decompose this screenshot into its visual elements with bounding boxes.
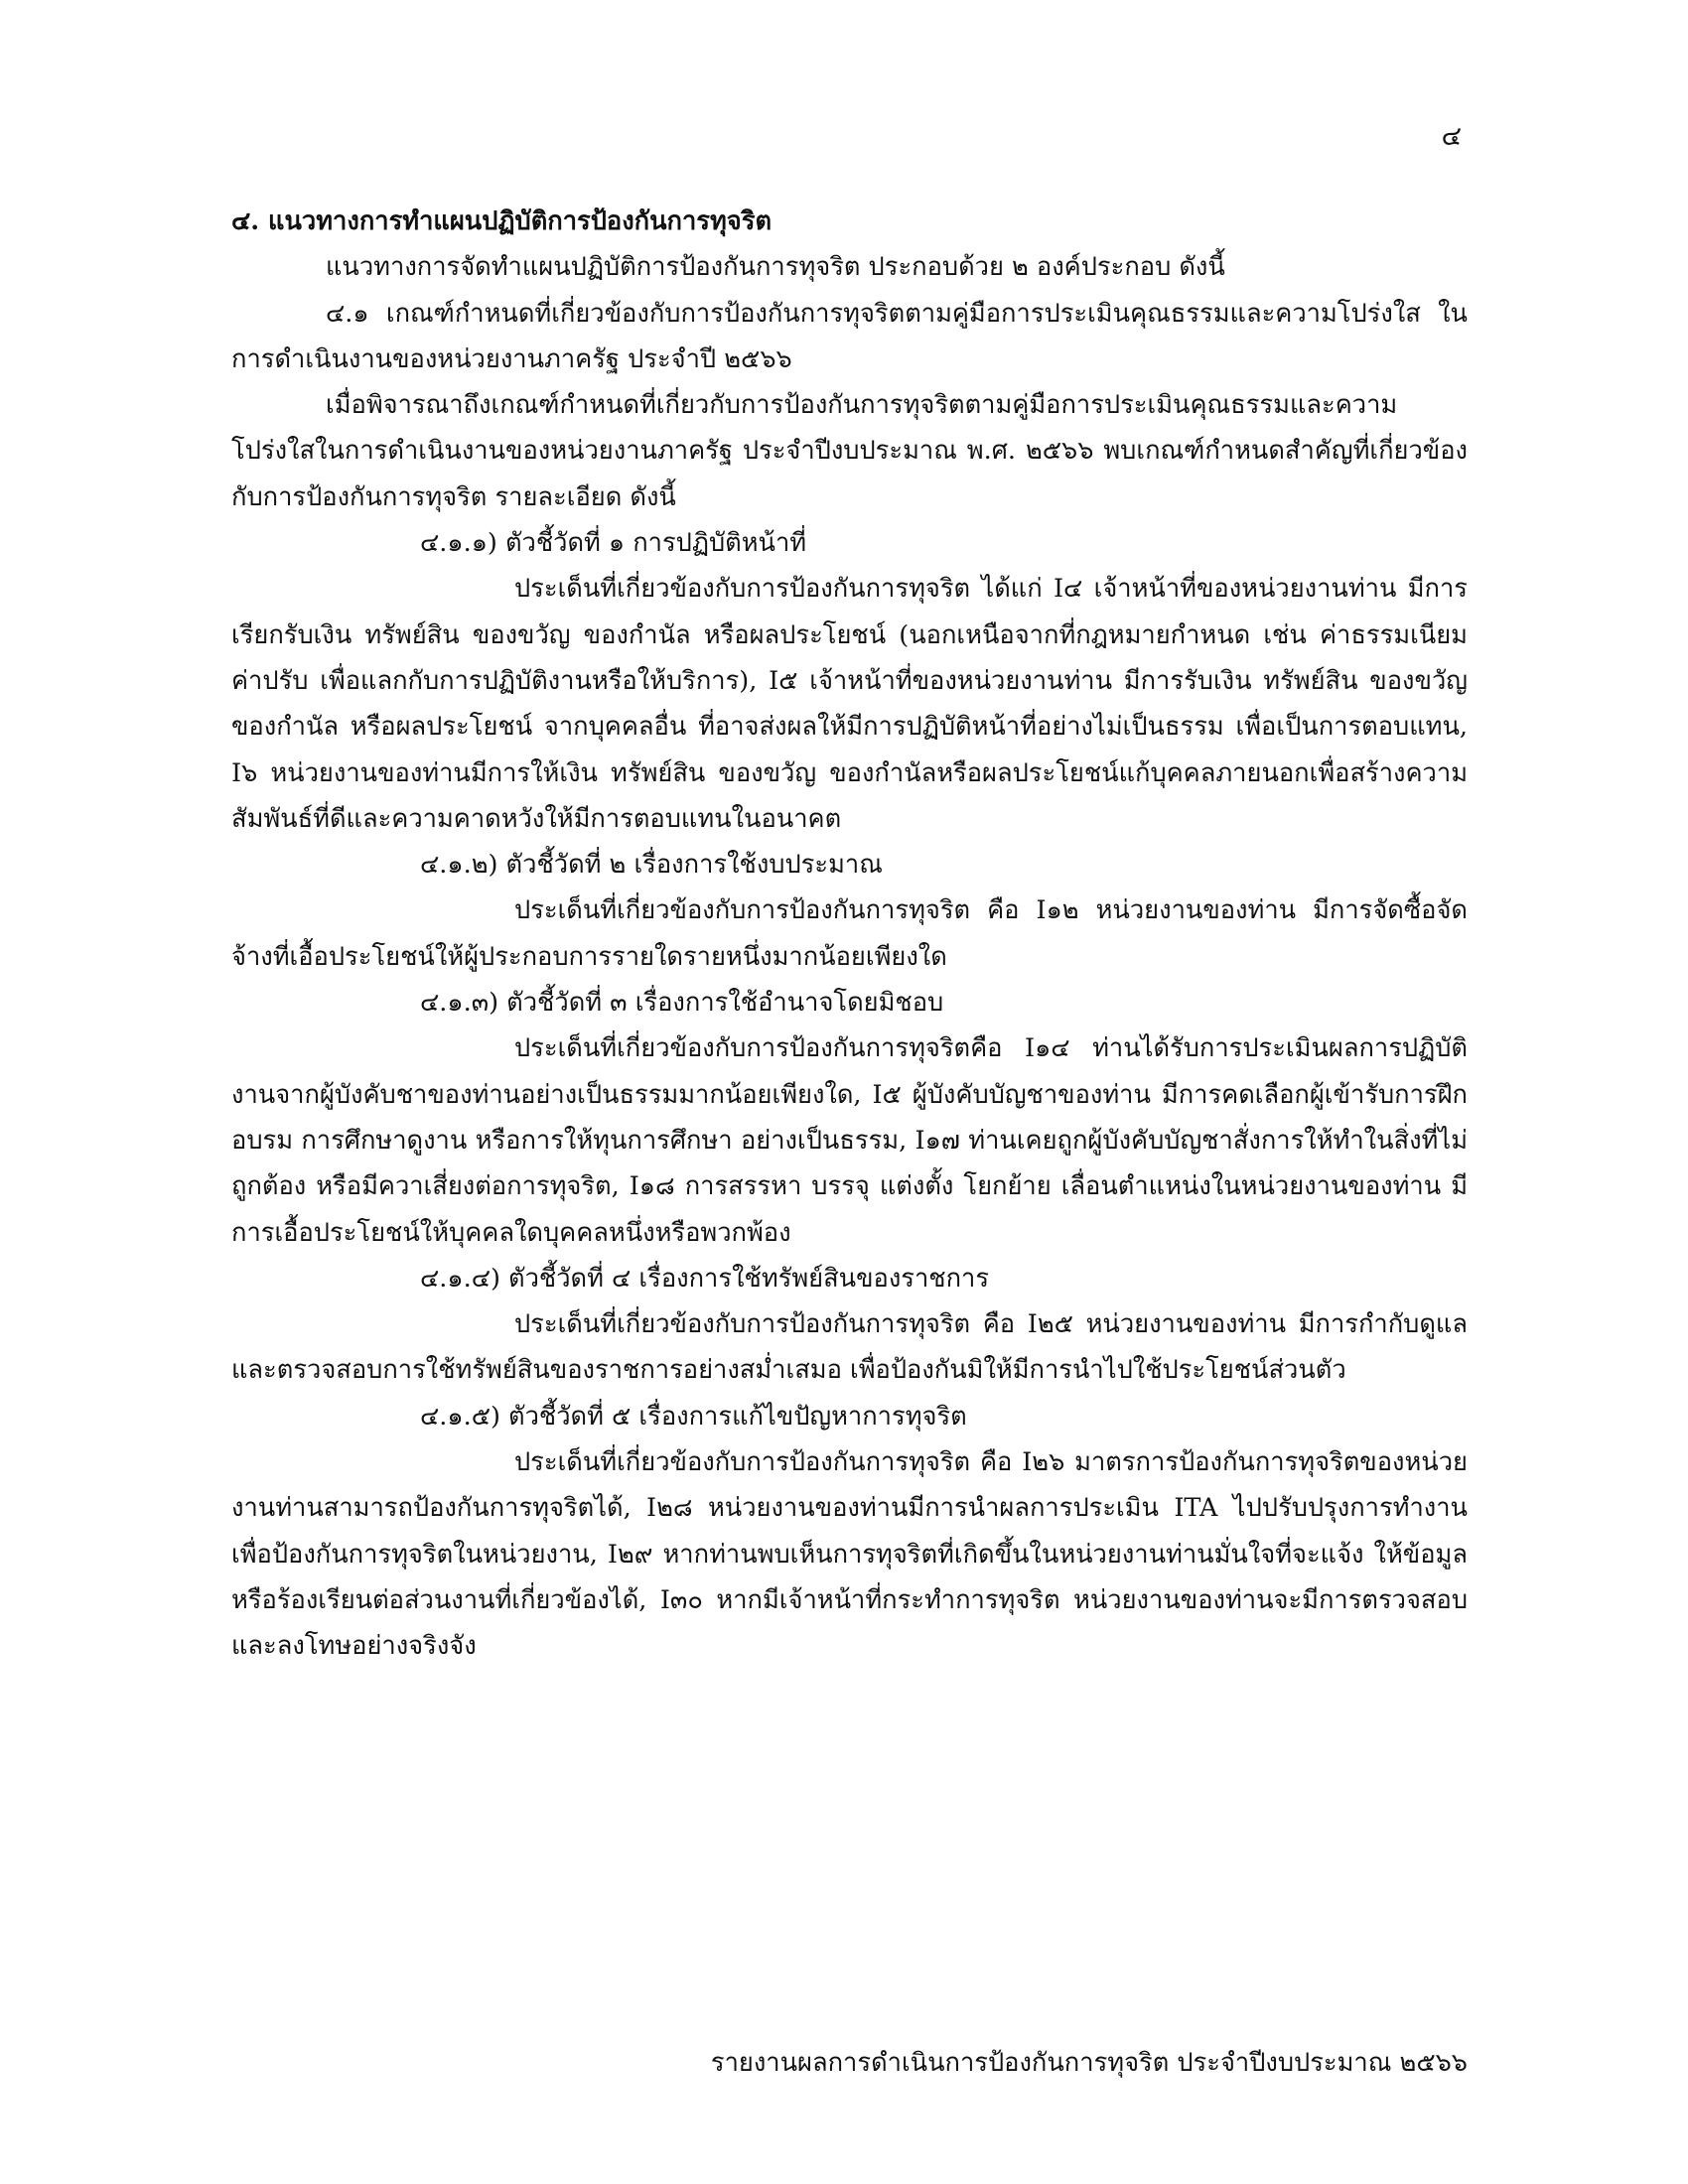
indicator-4-body: ประเด็นที่เกี่ยวข้องกับการป้องกันการทุจริต คือ I๒๕ หน่วยงานของท่าน มีการกำกับดูแลและตรวจสอบการใช้ทรัพย์สินของราชการอย่างสม่ำเสมอ เพื่อป้องกันมิให้มีการนำไปใช้ประโยชน์ส่วนตัว xyxy=(231,1309,1468,1386)
indicator-1-body: ประเด็นที่เกี่ยวข้องกับการป้องกันการทุจริต ได้แก่ I๔ เจ้าหน้าที่ของหน่วยงานท่าน มีการเรียกรับเงิน ทรัพย์สิน ของขวัญ ของกำนัล หรือผลประโยชน์ (นอกเหนือจากที่กฎหมายกำหนด เช่น ค่าธรรมเนียม ค่าปรับ เพื่อแลกกับการปฏิบัติงานหรือให้บริการ), I๕ เจ้าหน้าที่ของหน่วยงานท่าน มีการรับเงิน ทรัพย์สิน ของขวัญ ของกำนัล หรือผลประโยชน์ จากบุคคลอื่น ที่อาจส่งผลให้มีการปฏิบัติหน้าที่อย่างไม่เป็นธรรม เพื่อเป็นการตอบแทน, I๖ หน่วยงานของท่านมีการให้เงิน ทรัพย์สิน ของขวัญ ของกำนัลหรือผลประโยชน์แก้บุคคลภายนอกเพื่อสร้างความสัมพันธ์ที่ดีและความคาดหวังให้มีการตอบแทนในอนาคต xyxy=(231,574,1468,834)
indicator-2-title: ๔.๑.๒) ตัวชี้วัดที่ ๒ เรื่องการใช้งบประมาณ xyxy=(420,850,883,881)
indicator-2-body: ประเด็นที่เกี่ยวข้องกับการป้องกันการทุจริต คือ I๑๒ หน่วยงานของท่าน มีการจัดซื้อจัดจ้างที่เอื้อประโยชน์ให้ผู้ประกอบการรายใดรายหนึ่งมากน้อยเพียงใด xyxy=(231,895,1468,972)
page-number: ๔ xyxy=(1441,121,1462,152)
indicator-3-body: ประเด็นที่เกี่ยวข้องกับการป้องกันการทุจริตคือ I๑๔ ท่านได้รับการประเมินผลการปฏิบัติงานจากผู้บังคับชาของท่านอย่างเป็นธรรมมากน้อยเพียงใด, I๕ ผู้บังคับบัญชาของท่าน มีการคดเลือกผู้เข้ารับการฝึกอบรม การศึกษาดูงาน หรือการให้ทุนการศึกษา อย่างเป็นธรรม, I๑๗ ท่านเคยถูกผู้บังคับบัญชาสั่งการให้ทำในสิ่งที่ไม่ถูกต้อง หรือมีควาเสี่ยงต่อการทุจริต, I๑๘ การสรรหา บรรจุ แต่งตั้ง โยกย้าย เลื่อนตำแหน่งในหน่วยงานของท่าน มีการเอื้อประโยชน์ให้บุคคลใดบุคคลหนึ่งหรือพวกพ้อง xyxy=(231,1033,1468,1248)
sub-heading: ๔.๑ เกณฑ์กำหนดที่เกี่ยวข้องกับการป้องกันการทุจริตตามคู่มือการประเมินคุณธรรมและความโปร่งใส ในการดำเนินงานของหน่วยงานภาครัฐ ประจำปี ๒๕๖๖ xyxy=(231,298,1468,374)
indicator-3-title: ๔.๑.๓) ตัวชี้วัดที่ ๓ เรื่องการใช้อำนาจโดยมิชอบ xyxy=(420,988,944,1019)
intro-paragraph: แนวทางการจัดทำแผนปฏิบัติการป้องกันการทุจริต ประกอบด้วย ๒ องค์ประกอบ ดังนี้ xyxy=(326,252,1225,283)
indicator-4-title: ๔.๑.๔) ตัวชี้วัดที่ ๔ เรื่องการใช้ทรัพย์สินของราชการ xyxy=(420,1263,990,1294)
document-body xyxy=(231,199,1468,1670)
page-footer: รายงานผลการดำเนินการป้องกันการทุจริต ประจำปีงบประมาณ ๒๕๖๖ xyxy=(710,2048,1468,2078)
consideration-paragraph: เมื่อพิจารณาถึงเกณฑ์กำหนดที่เกี่ยวกับการป้องกันการทุจริตตามคู่มือการประเมินคุณธรรมและความโปร่งใสในการดำเนินงานของหน่วยงานภาครัฐ ประจำปีงบประมาณ พ.ศ. ๒๕๖๖ พบเกณฑ์กำหนดสำคัญที่เกี่ยวข้องกับการป้องกันการทุจริต รายละเอียด ดังนี้ xyxy=(231,390,1468,512)
indicator-5-body: ประเด็นที่เกี่ยวข้องกับการป้องกันการทุจริต คือ I๒๖ มาตรการป้องกันการทุจริตของหน่วยงานท่านสามารถป้องกันการทุจริตได้, I๒๘ หน่วยงานของท่านมีการนำผลการประเมิน ITA ไปปรับปรุงการทำงาน เพื่อป้องกันการทุจริตในหน่วยงาน, I๒๙ หากท่านพบเห็นการทุจริตที่เกิดขึ้นในหน่วยงานท่านมั่นใจที่จะแจ้ง ให้ข้อมูล หรือร้องเรียนต่อส่วนงานที่เกี่ยวข้องได้, I๓๐ หากมีเจ้าหน้าที่กระทำการทุจริต หน่วยงานของท่านจะมีการตรวจสอบและลงโทษอย่างจริงจัง xyxy=(231,1447,1468,1662)
section-heading: ๔. แนวทางการทำแผนปฏิบัติการป้องกันการทุจริต xyxy=(231,206,773,236)
indicator-5-title: ๔.๑.๕) ตัวชี้วัดที่ ๕ เรื่องการแก้ไขปัญหาการทุจริต xyxy=(420,1401,967,1432)
indicator-1-title: ๔.๑.๑) ตัวชี้วัดที่ ๑ การปฏิบัติหน้าที่ xyxy=(420,528,807,559)
